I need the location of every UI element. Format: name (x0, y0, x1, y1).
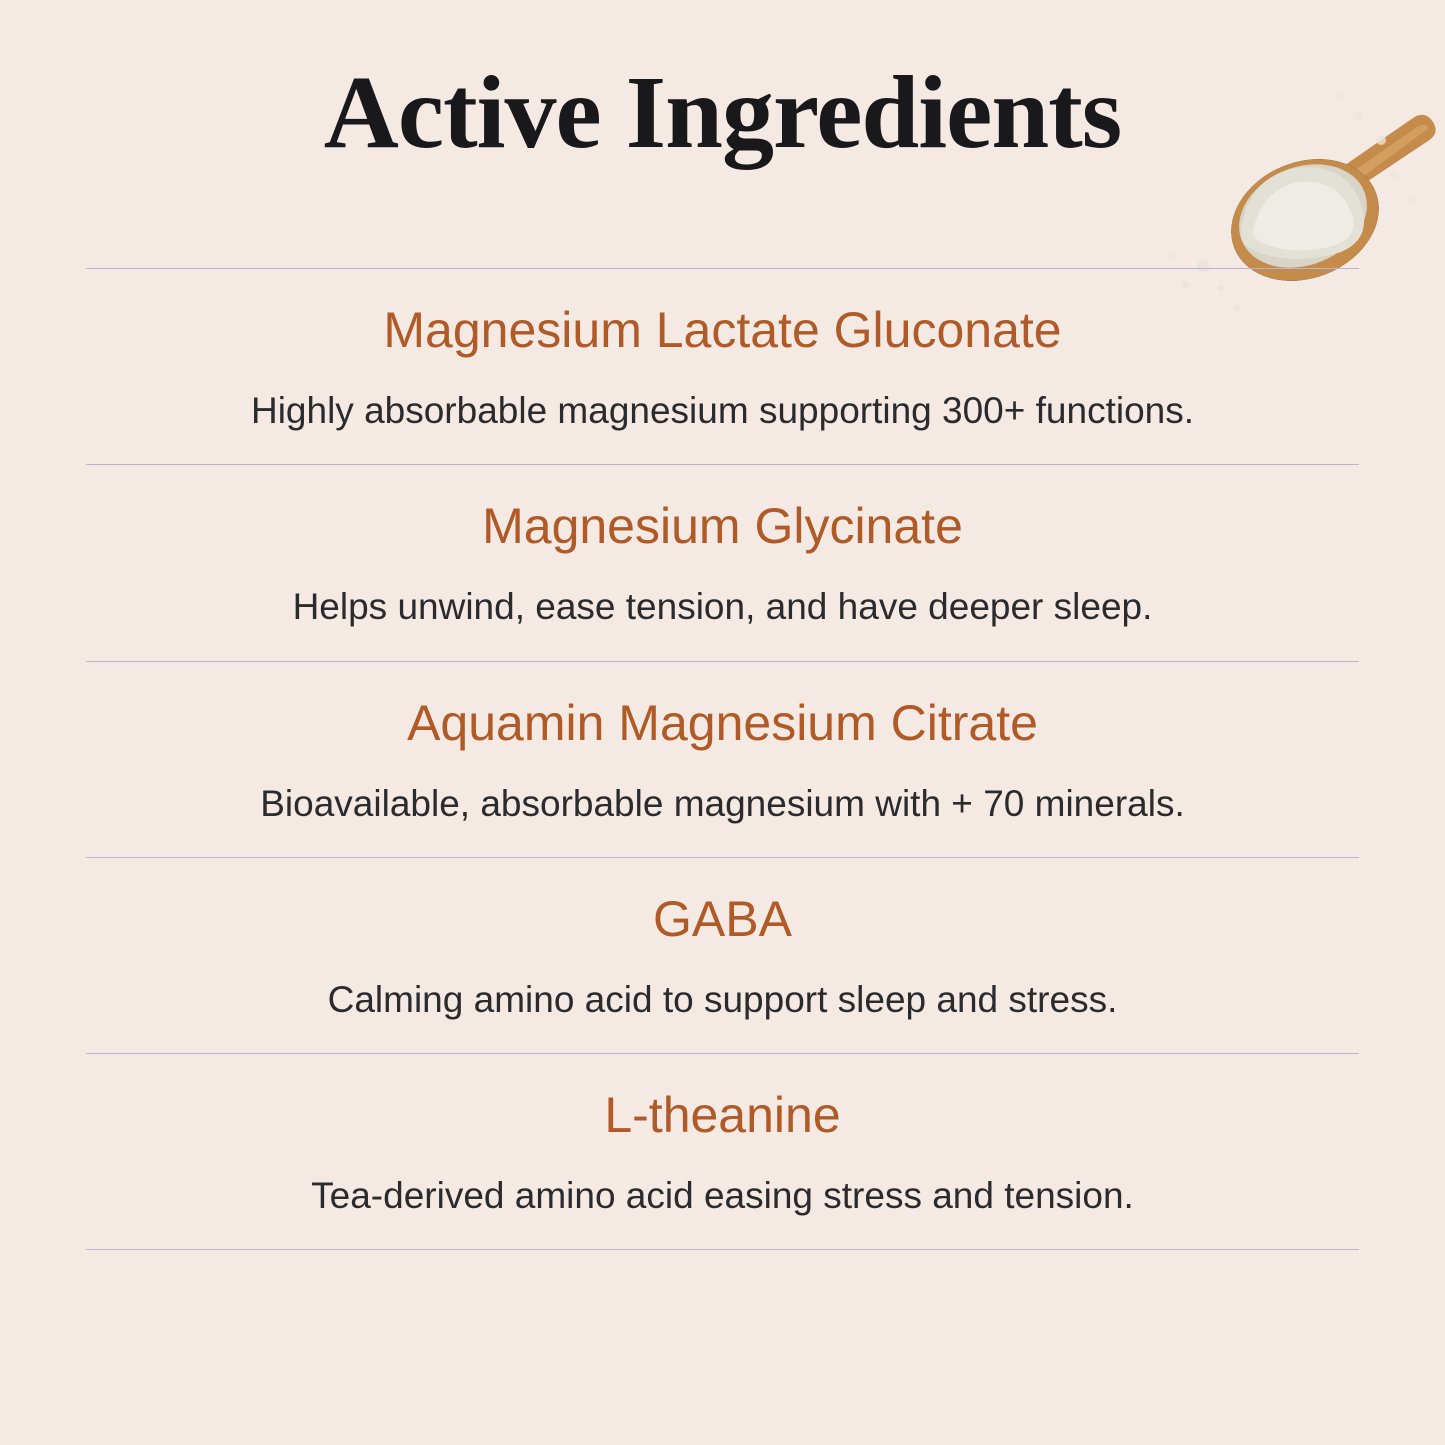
list-item (86, 858, 1359, 1053)
ingredient-description: Helps unwind, ease tension, and have deeper sleep. (292, 586, 1153, 628)
list-item (86, 269, 1359, 464)
ingredient-description: Tea-derived amino acid easing stress and tension. (311, 1175, 1134, 1216)
ingredient-list (86, 268, 1359, 1250)
page-title: Active Ingredients (323, 55, 1122, 170)
ingredient-name: GABA (653, 890, 792, 947)
list-item (86, 1054, 1359, 1249)
ingredient-name: Aquamin Magnesium Citrate (407, 694, 1038, 751)
list-item (86, 662, 1359, 857)
list-item (86, 465, 1359, 660)
divider (86, 1249, 1359, 1250)
ingredient-description: Bioavailable, absorbable magnesium with + 70 minerals. (260, 782, 1185, 824)
ingredient-description: Highly absorbable magnesium supporting 300+ functions. (250, 390, 1195, 431)
ingredient-description: Calming amino acid to support sleep and stress. (327, 978, 1118, 1020)
ingredient-name: Magnesium Lactate Gluconate (383, 302, 1062, 358)
ingredient-name: L-theanine (604, 1087, 841, 1143)
ingredient-name: Magnesium Glycinate (482, 498, 963, 555)
